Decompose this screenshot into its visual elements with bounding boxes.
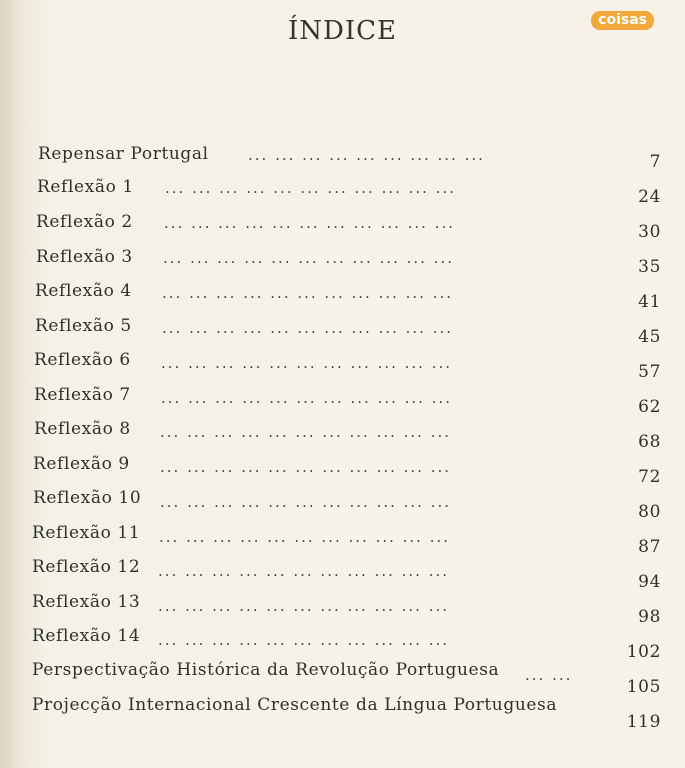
toc-entry-label: Perspectivação Histórica da Revolução Portuguesa — [32, 660, 500, 680]
toc-entry-label: Projecção Internacional Crescente da Língua Portuguesa — [32, 695, 558, 715]
toc-entry-label: Reflexão 11 — [32, 523, 141, 543]
toc-entry-label: Reflexão 13 — [32, 592, 141, 612]
toc-entry-page: 45 — [638, 327, 661, 347]
toc-entry-leader: ... ... — [525, 666, 573, 684]
toc-entry — [0, 385, 685, 419]
toc-entry — [0, 490, 685, 524]
toc-entry-leader: ... ... ... ... ... ... ... ... ... ... ... — [161, 389, 453, 407]
toc-entry-page: 102 — [626, 642, 661, 662]
toc-entry-leader: ... ... ... ... ... ... ... ... ... ... ... — [163, 249, 455, 267]
toc-entry-label: Reflexão 7 — [34, 385, 131, 405]
toc-entry-label: Reflexão 8 — [34, 419, 131, 439]
toc-entry-page: 24 — [638, 187, 661, 207]
toc-entry — [0, 210, 685, 244]
toc-entry-leader: ... ... ... ... ... ... ... ... ... ... ... — [158, 631, 450, 649]
toc-entry-page: 57 — [638, 362, 661, 382]
toc-entry-leader: ... ... ... ... ... ... ... ... ... ... ... — [161, 354, 453, 372]
toc-entry — [0, 140, 685, 174]
toc-entry-leader: ... ... ... ... ... ... ... ... ... — [248, 146, 485, 164]
toc-entry-page: 41 — [638, 292, 661, 312]
toc-entry-page: 30 — [638, 222, 661, 242]
toc-entry-leader: ... ... ... ... ... ... ... ... ... ... ... — [158, 597, 450, 615]
toc-entry — [0, 350, 685, 384]
toc-entry — [0, 280, 685, 314]
toc-entry-page: 80 — [638, 502, 661, 522]
toc-entry-leader: ... ... ... ... ... ... ... ... ... ... ... — [159, 528, 451, 546]
toc-entry-page: 119 — [626, 712, 661, 732]
toc-entry-page: 72 — [638, 467, 661, 487]
toc-entry-label: Reflexão 3 — [36, 247, 133, 267]
toc-entry-page: 94 — [638, 572, 661, 592]
toc-entry-leader: ... ... ... ... ... ... ... ... ... ... ... — [164, 214, 456, 232]
toc-entry — [0, 245, 685, 279]
toc-entry — [0, 660, 685, 699]
toc-entry-leader: ... ... ... ... ... ... ... ... ... ... ... — [165, 179, 457, 197]
toc-entry — [0, 626, 685, 664]
watermark-badge: coisas — [591, 11, 654, 30]
toc-entry-label: Reflexão 12 — [32, 557, 141, 577]
toc-entry-leader: ... ... ... ... ... ... ... ... ... ... ... — [162, 319, 454, 337]
toc-entry — [0, 525, 685, 559]
toc-entry-leader: ... ... ... ... ... ... ... ... ... ... ... — [160, 458, 452, 476]
toc-entry-page: 98 — [638, 607, 661, 627]
toc-entry-page: 7 — [649, 152, 661, 172]
toc-entry-label: Reflexão 1 — [37, 177, 134, 197]
toc-entry — [0, 420, 685, 454]
toc-entry — [0, 175, 685, 209]
toc-entry-leader: ... ... ... ... ... ... ... ... ... ... ... — [162, 284, 454, 302]
toc-entry-page: 105 — [626, 677, 661, 697]
toc-entry-label: Reflexão 14 — [32, 626, 141, 646]
toc-entry — [0, 315, 685, 349]
toc-entry-label: Reflexão 6 — [34, 350, 131, 370]
toc-entry-label: Reflexão 4 — [35, 281, 132, 301]
toc-entry-label: Reflexão 2 — [36, 212, 133, 232]
toc-entry-page: 62 — [638, 397, 661, 417]
toc-entry-leader: ... ... ... ... ... ... ... ... ... ... ... — [158, 562, 450, 580]
toc-entry-page: 68 — [638, 432, 661, 452]
toc-entry — [0, 695, 685, 734]
toc-entry-leader: ... ... ... ... ... ... ... ... ... ... ... — [160, 493, 452, 511]
toc-entry-leader: ... ... ... ... ... ... ... ... ... ... ... — [160, 423, 452, 441]
toc-entry — [0, 557, 685, 594]
toc-entry — [0, 592, 685, 629]
toc-entry-label: Reflexão 9 — [33, 454, 130, 474]
toc-entry-label: Repensar Portugal — [38, 144, 209, 164]
toc-entry-label: Reflexão 5 — [35, 316, 132, 336]
toc-entry-page: 87 — [638, 537, 661, 557]
page-title: ÍNDICE — [287, 16, 397, 46]
toc-entry-label: Reflexão 10 — [33, 488, 142, 508]
toc-entry-page: 35 — [638, 257, 661, 277]
toc-entry — [0, 455, 685, 489]
